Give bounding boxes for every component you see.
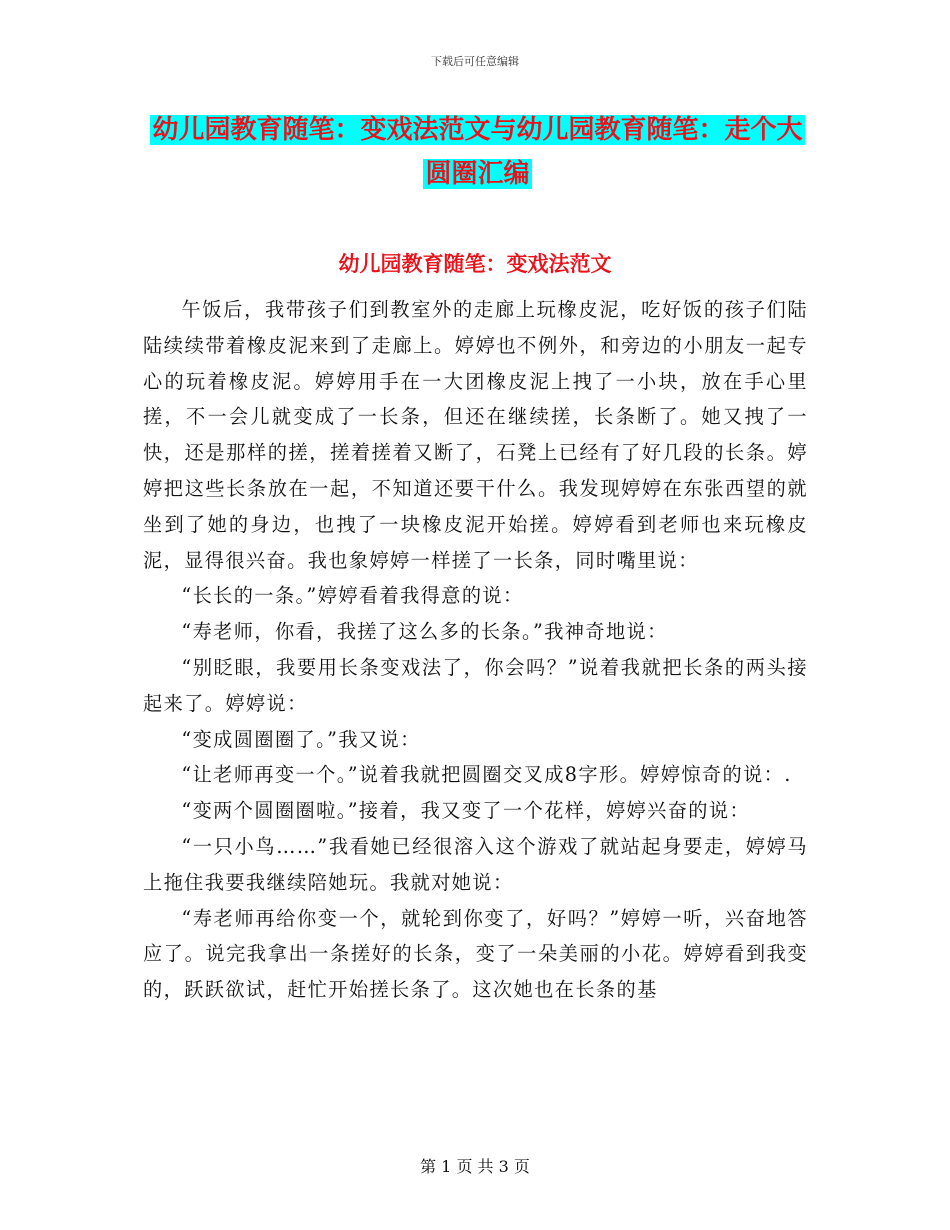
paragraph: “让老师再变一个。”说着我就把圆圈交叉成8字形。婷婷惊奇的说：.: [181, 763, 792, 787]
section-title: 幼儿园教育随笔：变戏法范文: [338, 252, 612, 276]
paragraph: “变两个圆圈圈啦。”接着，我又变了一个花样，婷婷兴奋的说：: [181, 799, 751, 823]
paragraph: “变成圆圈圈了。”我又说：: [181, 727, 421, 751]
page-header-note: 下载后可任意编辑: [431, 55, 519, 68]
paragraph: “寿老师再给你变一个，就轮到你变了，好吗？”婷婷一听，兴奋地答应了。说完我拿出一条搓好的长条，变了一朵美丽的小花。婷婷看到我变的，跃跃欲试，赶忙开始搓长条了。这次她也在长条的基: [143, 906, 808, 1002]
paragraph: “寿老师，你看，我搓了这么多的长条。”我神奇地说：: [181, 620, 668, 644]
page-number: 第 1 页 共 3 页: [420, 1157, 530, 1176]
paragraph: 午饭后，我带孩子们到教室外的走廊上玩橡皮泥，吃好饭的孩子们陆陆续续带着橡皮泥来到了走廊上。婷婷也不例外，和旁边的小朋友一起专心的玩着橡皮泥。婷婷用手在一大团橡皮泥上拽了一小块，放在手心里搓，不一会儿就变成了一长条，但还在继续搓，长条断了。她又拽了一快，还是那样的搓，搓着搓着又断了，石凳上已经有了好几段的长条。婷婷把这些长条放在一起，不知道还要干什么。我发现婷婷在东张西望的就坐到了她的身边，也拽了一块橡皮泥开始搓。婷婷看到老师也来玩橡皮泥，显得很兴奋。我也象婷婷一样搓了一长条，同时嘴里说：: [143, 298, 808, 572]
paragraph: “长长的一条。”婷婷看着我得意的说：: [181, 584, 524, 608]
paragraph: “别眨眼，我要用长条变戏法了，你会吗？”说着我就把长条的两头接起来了。婷婷说：: [143, 655, 808, 715]
document-body: [143, 292, 808, 1008]
paragraph: “一只小鸟……”我看她已经很溶入这个游戏了就站起身要走，婷婷马上拖住我要我继续陪她玩。我就对她说：: [143, 834, 808, 894]
document-title-text: 幼儿园教育随笔：变戏法范文与幼儿园教育随笔：走个大圆圈汇编: [152, 115, 803, 189]
document-title: [145, 108, 810, 196]
